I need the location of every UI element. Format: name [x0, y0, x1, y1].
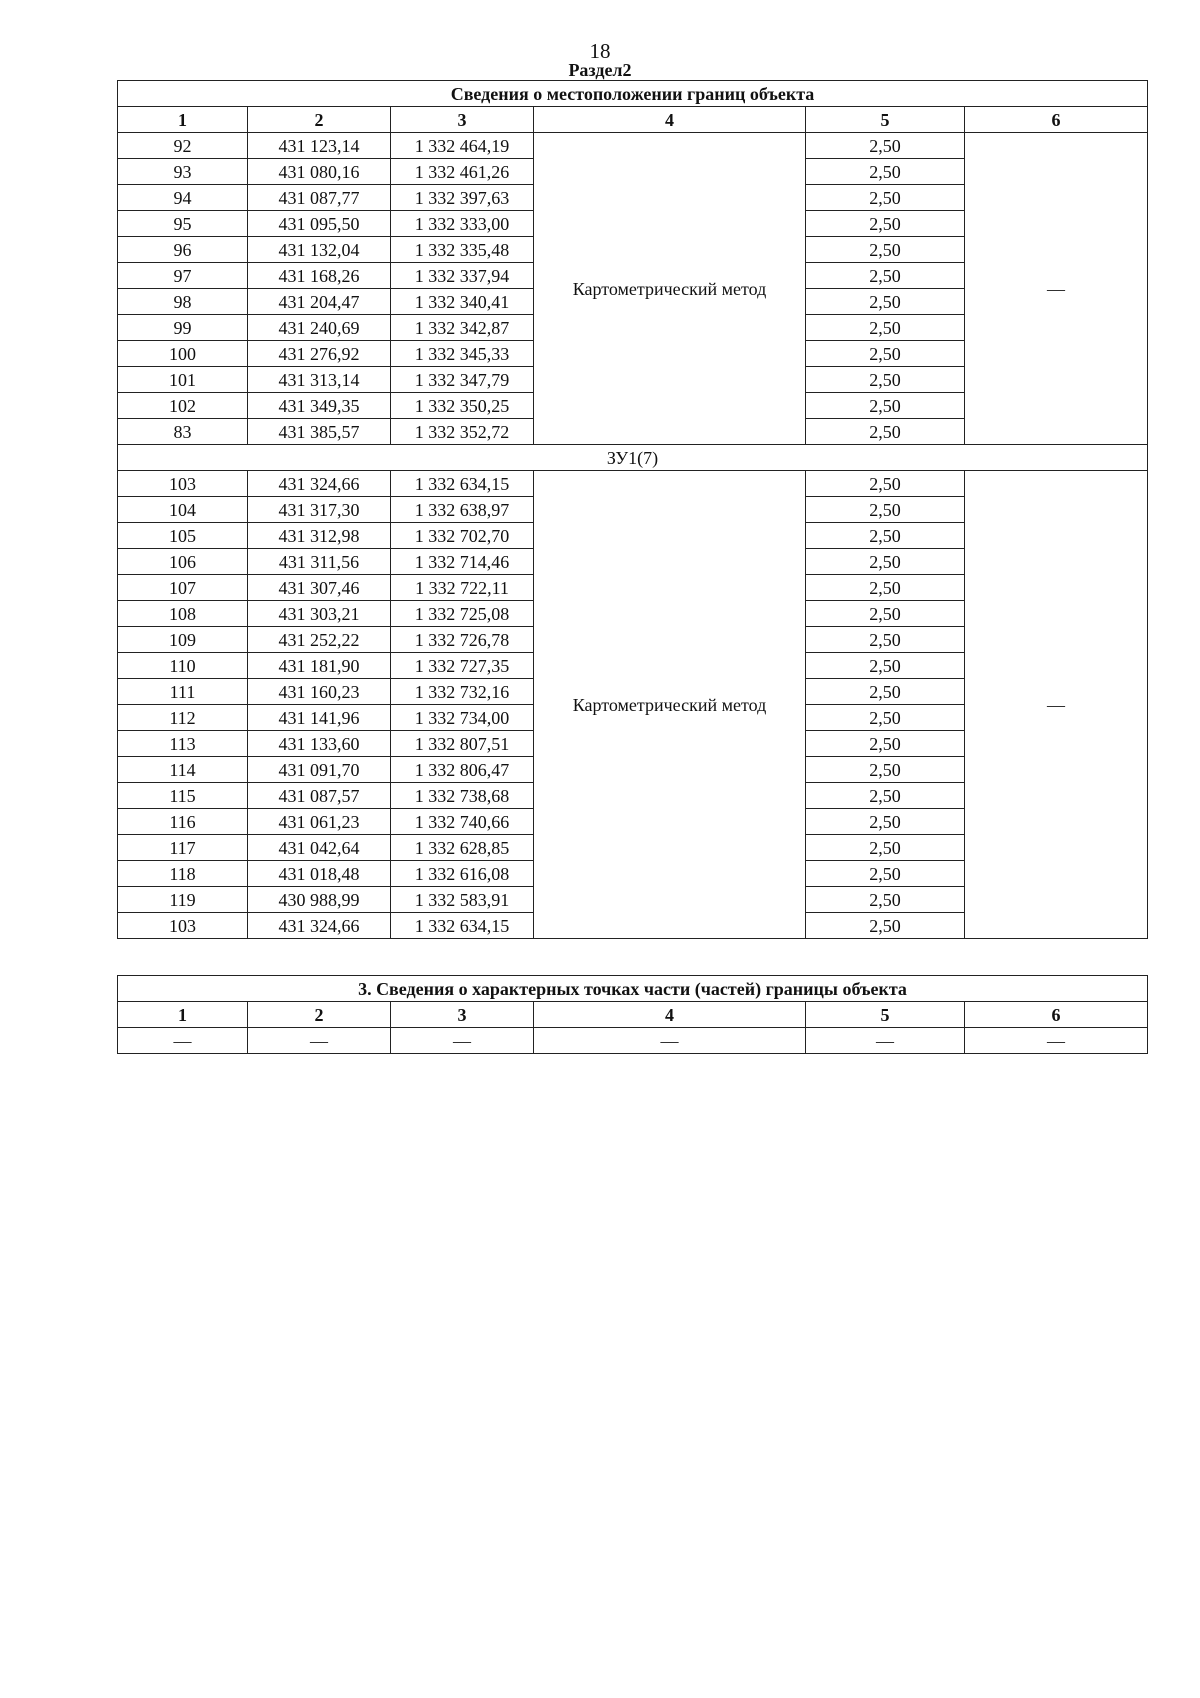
coordinate-x: 431 091,70	[248, 757, 391, 783]
coordinate-y: 1 332 727,35	[391, 653, 534, 679]
accuracy-value: 2,50	[806, 185, 965, 211]
point-number: 104	[118, 497, 248, 523]
table-banner: Сведения о местоположении границ объекта	[118, 81, 1148, 107]
coordinate-x: 431 240,69	[248, 315, 391, 341]
coordinate-y: 1 332 702,70	[391, 523, 534, 549]
point-number: 100	[118, 341, 248, 367]
table-banner-row	[118, 976, 1148, 1002]
accuracy-value: 2,50	[806, 367, 965, 393]
table-header-row	[118, 1002, 1148, 1028]
coordinate-y: 1 332 725,08	[391, 601, 534, 627]
point-number: 83	[118, 419, 248, 445]
page-number: 18	[589, 39, 611, 63]
point-number: 105	[118, 523, 248, 549]
coordinate-y: 1 332 634,15	[391, 913, 534, 939]
coordinate-y: 1 332 352,72	[391, 419, 534, 445]
column-header: 1	[118, 1002, 248, 1028]
accuracy-value: 2,50	[806, 757, 965, 783]
coordinate-y: 1 332 616,08	[391, 861, 534, 887]
coordinate-x: 431 311,56	[248, 549, 391, 575]
accuracy-value: 2,50	[806, 887, 965, 913]
coordinate-y: 1 332 734,00	[391, 705, 534, 731]
point-number: 103	[118, 913, 248, 939]
accuracy-value: 2,50	[806, 497, 965, 523]
column-header: 3	[391, 107, 534, 133]
accuracy-value: 2,50	[806, 263, 965, 289]
coordinate-x: 431 061,23	[248, 809, 391, 835]
point-number: 98	[118, 289, 248, 315]
point-number: 96	[118, 237, 248, 263]
coordinate-y: 1 332 638,97	[391, 497, 534, 523]
point-number: 99	[118, 315, 248, 341]
coordinate-y: 1 332 726,78	[391, 627, 534, 653]
coordinate-x: 431 324,66	[248, 471, 391, 497]
description-cell: —	[965, 471, 1148, 939]
point-number: 119	[118, 887, 248, 913]
coordinate-x: 431 303,21	[248, 601, 391, 627]
point-number: 111	[118, 679, 248, 705]
point-number: 93	[118, 159, 248, 185]
column-header: 6	[965, 107, 1148, 133]
coordinate-y: 1 332 397,63	[391, 185, 534, 211]
column-header: 1	[118, 107, 248, 133]
point-number: 113	[118, 731, 248, 757]
column-header: 3	[391, 1002, 534, 1028]
coordinate-y: 1 332 340,41	[391, 289, 534, 315]
accuracy-value: 2,50	[806, 237, 965, 263]
point-number: 110	[118, 653, 248, 679]
table-cell: —	[806, 1028, 965, 1054]
table-banner: 3. Сведения о характерных точках части (частей) границы объекта	[118, 976, 1148, 1002]
coordinate-x: 431 042,64	[248, 835, 391, 861]
coordinate-x: 431 087,77	[248, 185, 391, 211]
coordinate-x: 431 087,57	[248, 783, 391, 809]
point-number: 92	[118, 133, 248, 159]
coordinate-y: 1 332 337,94	[391, 263, 534, 289]
coordinate-y: 1 332 722,11	[391, 575, 534, 601]
point-number: 109	[118, 627, 248, 653]
coordinate-x: 431 095,50	[248, 211, 391, 237]
coordinate-x: 431 160,23	[248, 679, 391, 705]
column-header: 2	[248, 107, 391, 133]
accuracy-value: 2,50	[806, 835, 965, 861]
coordinate-x: 431 204,47	[248, 289, 391, 315]
accuracy-value: 2,50	[806, 523, 965, 549]
point-number: 118	[118, 861, 248, 887]
coordinate-x: 431 385,57	[248, 419, 391, 445]
section-title: Раздел2	[568, 60, 632, 80]
part-boundary-points-table	[117, 975, 1148, 1054]
accuracy-value: 2,50	[806, 653, 965, 679]
group-label-row	[118, 445, 1148, 471]
coordinate-x: 431 307,46	[248, 575, 391, 601]
accuracy-value: 2,50	[806, 211, 965, 237]
point-number: 103	[118, 471, 248, 497]
column-header: 4	[534, 107, 806, 133]
coordinate-x: 431 276,92	[248, 341, 391, 367]
coordinate-y: 1 332 738,68	[391, 783, 534, 809]
coordinate-x: 431 313,14	[248, 367, 391, 393]
accuracy-value: 2,50	[806, 289, 965, 315]
coordinate-y: 1 332 732,16	[391, 679, 534, 705]
coordinate-y: 1 332 714,46	[391, 549, 534, 575]
accuracy-value: 2,50	[806, 315, 965, 341]
coordinate-x: 431 181,90	[248, 653, 391, 679]
point-number: 102	[118, 393, 248, 419]
coordinate-x: 431 252,22	[248, 627, 391, 653]
point-number: 97	[118, 263, 248, 289]
method-cell: Картометрический метод	[534, 133, 806, 445]
boundary-location-table	[117, 80, 1148, 939]
accuracy-value: 2,50	[806, 809, 965, 835]
coordinate-y: 1 332 345,33	[391, 341, 534, 367]
coordinate-y: 1 332 807,51	[391, 731, 534, 757]
point-number: 115	[118, 783, 248, 809]
column-header: 5	[806, 107, 965, 133]
coordinate-y: 1 332 740,66	[391, 809, 534, 835]
accuracy-value: 2,50	[806, 575, 965, 601]
group-label: ЗУ1(7)	[118, 445, 1148, 471]
coordinate-x: 431 168,26	[248, 263, 391, 289]
description-cell: —	[965, 133, 1148, 445]
accuracy-value: 2,50	[806, 549, 965, 575]
column-header: 2	[248, 1002, 391, 1028]
column-header: 6	[965, 1002, 1148, 1028]
table-cell: —	[118, 1028, 248, 1054]
coordinate-x: 431 349,35	[248, 393, 391, 419]
coordinate-y: 1 332 806,47	[391, 757, 534, 783]
coordinate-x: 430 988,99	[248, 887, 391, 913]
coordinate-y: 1 332 464,19	[391, 133, 534, 159]
coordinate-y: 1 332 342,87	[391, 315, 534, 341]
accuracy-value: 2,50	[806, 471, 965, 497]
table-banner-row	[118, 81, 1148, 107]
accuracy-value: 2,50	[806, 861, 965, 887]
table-cell: —	[534, 1028, 806, 1054]
point-number: 112	[118, 705, 248, 731]
coordinate-y: 1 332 335,48	[391, 237, 534, 263]
table-cell: —	[391, 1028, 534, 1054]
point-number: 106	[118, 549, 248, 575]
point-number: 117	[118, 835, 248, 861]
method-cell: Картометрический метод	[534, 471, 806, 939]
accuracy-value: 2,50	[806, 159, 965, 185]
coordinate-x: 431 317,30	[248, 497, 391, 523]
accuracy-value: 2,50	[806, 913, 965, 939]
coordinate-y: 1 332 333,00	[391, 211, 534, 237]
coordinate-x: 431 324,66	[248, 913, 391, 939]
accuracy-value: 2,50	[806, 419, 965, 445]
coordinate-y: 1 332 628,85	[391, 835, 534, 861]
table-header-row	[118, 107, 1148, 133]
table-row	[118, 471, 1148, 497]
accuracy-value: 2,50	[806, 393, 965, 419]
coordinate-x: 431 141,96	[248, 705, 391, 731]
table-row	[118, 1028, 1148, 1054]
point-number: 116	[118, 809, 248, 835]
accuracy-value: 2,50	[806, 679, 965, 705]
point-number: 114	[118, 757, 248, 783]
accuracy-value: 2,50	[806, 705, 965, 731]
coordinate-x: 431 018,48	[248, 861, 391, 887]
coordinate-y: 1 332 461,26	[391, 159, 534, 185]
accuracy-value: 2,50	[806, 731, 965, 757]
coordinate-x: 431 133,60	[248, 731, 391, 757]
coordinate-y: 1 332 583,91	[391, 887, 534, 913]
coordinate-y: 1 332 347,79	[391, 367, 534, 393]
table-row	[118, 133, 1148, 159]
accuracy-value: 2,50	[806, 601, 965, 627]
point-number: 108	[118, 601, 248, 627]
coordinate-x: 431 312,98	[248, 523, 391, 549]
table-cell: —	[248, 1028, 391, 1054]
accuracy-value: 2,50	[806, 627, 965, 653]
point-number: 107	[118, 575, 248, 601]
coordinate-x: 431 080,16	[248, 159, 391, 185]
table-cell: —	[965, 1028, 1148, 1054]
point-number: 94	[118, 185, 248, 211]
column-header: 4	[534, 1002, 806, 1028]
accuracy-value: 2,50	[806, 341, 965, 367]
point-number: 95	[118, 211, 248, 237]
coordinate-x: 431 123,14	[248, 133, 391, 159]
accuracy-value: 2,50	[806, 133, 965, 159]
column-header: 5	[806, 1002, 965, 1028]
coordinate-y: 1 332 634,15	[391, 471, 534, 497]
coordinate-x: 431 132,04	[248, 237, 391, 263]
coordinate-y: 1 332 350,25	[391, 393, 534, 419]
point-number: 101	[118, 367, 248, 393]
accuracy-value: 2,50	[806, 783, 965, 809]
